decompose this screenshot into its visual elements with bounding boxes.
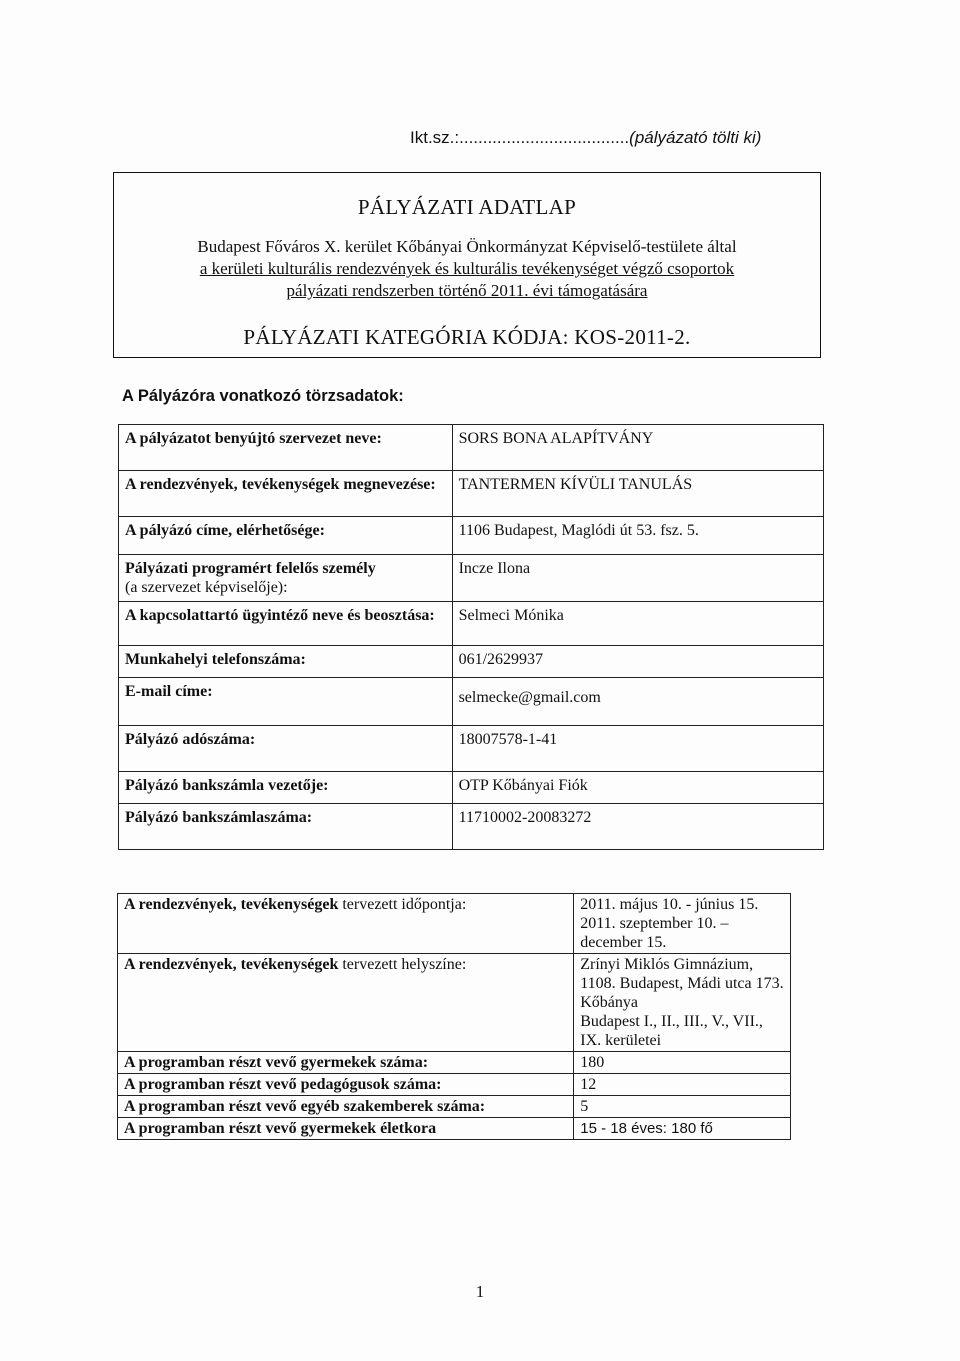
table-row xyxy=(119,517,824,555)
row-label: A pályázó címe, elérhetősége: xyxy=(119,517,453,555)
table-row xyxy=(118,1074,791,1096)
row-value: 180 xyxy=(574,1052,791,1074)
row-label: Pályázó bankszámlaszáma: xyxy=(119,804,453,850)
row-label-rest: tervezett helyszíne: xyxy=(338,956,467,973)
row-label-rest: tervezett időpontja: xyxy=(338,896,467,913)
row-label-bold: A programban részt vevő gyermekek száma: xyxy=(124,1054,429,1071)
row-value: OTP Kőbányai Fiók xyxy=(452,772,823,804)
table-row xyxy=(119,726,824,772)
row-value: 12 xyxy=(574,1074,791,1096)
master-data-table xyxy=(118,424,824,850)
section-title: A Pályázóra vonatkozó törzsadatok: xyxy=(122,387,404,405)
row-label-bold: A rendezvények, tevékenységek xyxy=(124,896,339,913)
row-label-main: Pályázati programért felelős személy xyxy=(125,560,376,577)
row-label: E-mail címe: xyxy=(119,678,453,726)
date-range: 2011. május 10. - június 15. xyxy=(580,896,759,913)
row-label-sub: (a szervezet képviselője): xyxy=(125,579,288,596)
row-value: 11710002-20083272 xyxy=(452,804,823,850)
row-value: 061/2629937 xyxy=(452,646,823,678)
row-label xyxy=(119,555,453,602)
table-row xyxy=(119,555,824,602)
table-row xyxy=(118,1052,791,1074)
row-label-bold: A rendezvények, tevékenységek xyxy=(124,956,339,973)
row-value: selmecke@gmail.com xyxy=(452,678,823,726)
table-row xyxy=(119,602,824,646)
table-row xyxy=(119,804,824,850)
row-value: 15 - 18 éves: 180 fő xyxy=(574,1118,791,1140)
row-value xyxy=(574,894,791,954)
row-label-bold: A programban részt vevő egyéb szakemberek száma: xyxy=(124,1098,486,1115)
row-label xyxy=(118,954,574,1052)
registration-number-field xyxy=(410,128,761,148)
table-row xyxy=(118,954,791,1052)
venue: Budapest I., II., III., V., VII., IX. kerületei xyxy=(580,1013,763,1049)
table-row xyxy=(118,1096,791,1118)
row-label: A rendezvények, tevékenységek megnevezése: xyxy=(119,471,453,517)
row-label xyxy=(118,1052,574,1074)
form-title: PÁLYÁZATI ADATLAP xyxy=(357,195,577,219)
table-row xyxy=(119,425,824,471)
row-label: A kapcsolattartó ügyintéző neve és beosztása: xyxy=(119,602,453,646)
table-row xyxy=(119,471,824,517)
row-value: Selmeci Mónika xyxy=(452,602,823,646)
row-label-bold: A programban részt vevő pedagógusok száma: xyxy=(124,1076,442,1093)
header-line-3: pályázati rendszerben történő 2011. évi támogatására xyxy=(286,281,648,300)
ikt-label: Ikt.sz.: xyxy=(410,128,460,147)
table-row xyxy=(118,894,791,954)
row-value xyxy=(574,954,791,1052)
row-value: 5 xyxy=(574,1096,791,1118)
row-label xyxy=(118,1074,574,1096)
row-label xyxy=(118,1096,574,1118)
event-details-table xyxy=(117,893,791,1140)
row-value: 1106 Budapest, Maglódi út 53. fsz. 5. xyxy=(452,517,823,555)
row-label: A pályázatot benyújtó szervezet neve: xyxy=(119,425,453,471)
row-value: Incze Ilona xyxy=(452,555,823,602)
row-label: Pályázó adószáma: xyxy=(119,726,453,772)
date-range: 2011. szeptember 10. – december 15. xyxy=(580,915,729,951)
venue: Zrínyi Miklós Gimnázium, 1108. Budapest, Mádi utca 173. xyxy=(580,956,784,992)
row-value: TANTERMEN KÍVÜLI TANULÁS xyxy=(452,471,823,517)
header-line-1: Budapest Főváros X. kerület Kőbányai Önkormányzat Képviselő-testülete által xyxy=(197,237,737,256)
row-label-bold: A programban részt vevő gyermekek életkora xyxy=(124,1120,437,1137)
header-box xyxy=(113,172,821,358)
row-label: Pályázó bankszámla vezetője: xyxy=(119,772,453,804)
table-row xyxy=(119,678,824,726)
row-value: SORS BONA ALAPÍTVÁNY xyxy=(452,425,823,471)
table-row xyxy=(119,772,824,804)
page-number: 1 xyxy=(475,1282,485,1301)
row-label xyxy=(118,1118,574,1140)
category-code: PÁLYÁZATI KATEGÓRIA KÓDJA: KOS-2011-2. xyxy=(243,325,691,349)
ikt-note: (pályázató tölti ki) xyxy=(629,128,762,147)
header-line-2: a kerületi kulturális rendezvények és kulturális tevékenységet végző csoportok xyxy=(199,259,735,278)
venue: Kőbánya xyxy=(580,994,639,1011)
table-row xyxy=(118,1118,791,1140)
row-label: Munkahelyi telefonszáma: xyxy=(119,646,453,678)
row-value: 18007578-1-41 xyxy=(452,726,823,772)
table-row xyxy=(119,646,824,678)
row-label xyxy=(118,894,574,954)
ikt-dots: .................................... xyxy=(459,128,630,147)
